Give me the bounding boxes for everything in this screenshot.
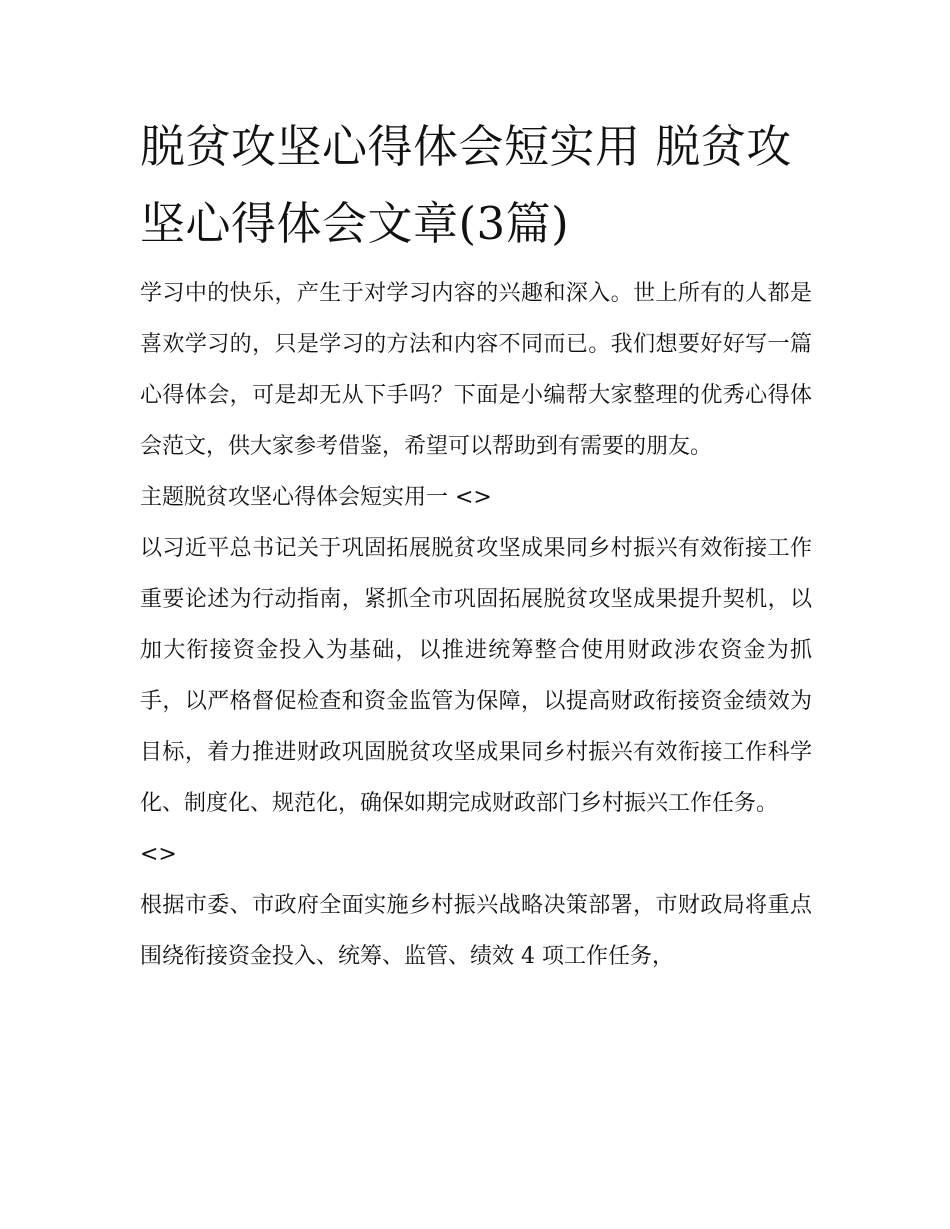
- document-title: 脱贫攻坚心得体会短实用 脱贫攻坚心得体会文章(3篇): [140, 120, 792, 250]
- document-page: [140, 108, 812, 982]
- body-paragraph-1: 以习近平总书记关于巩固拓展脱贫攻坚成果同乡村振兴有效衔接工作重要论述为行动指南，紧抓全市巩固拓展脱贫攻坚成果提升契机，以加大衔接资金投入为基础，以推进统筹整合使用财政涉农资金为抓手，以严格督促检查和资金监管为保障，以提高财政衔接资金绩效为目标，着力推进财政巩固脱贫攻坚成果同乡村振兴有效衔接工作科学化、制度化、规范化，确保如期完成财政部门乡村振兴工作任务。: [140, 536, 812, 816]
- body-paragraph-2: 根据市委、市政府全面实施乡村振兴战略决策部署，市财政局将重点围绕衔接资金投入、统筹、监管、绩效 4 项工作任务，: [140, 893, 812, 969]
- section-heading: 主题脱贫攻坚心得体会短实用一 <>: [140, 485, 492, 510]
- section-marker: <>: [140, 842, 177, 867]
- intro-paragraph: 学习中的快乐，产生于对学习内容的兴趣和深入。世上所有的人都是喜欢学习的，只是学习的方法和内容不同而已。我们想要好好写一篇心得体会，可是却无从下手吗？下面是小编帮大家整理的优秀心得体会范文，供大家参考借鉴，希望可以帮助到有需要的朋友。: [140, 281, 812, 459]
